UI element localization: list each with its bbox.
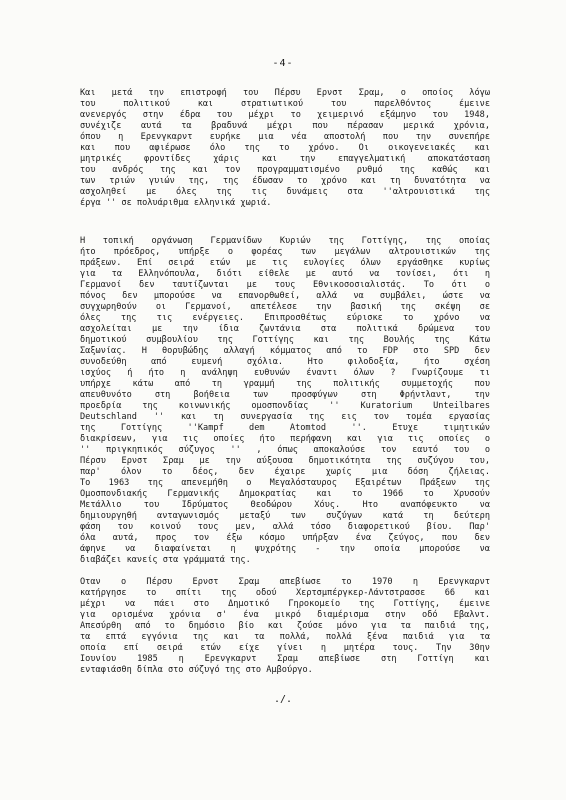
text-line: πόνος δεν μπορούσε να επανορθωθεί, αλλά να συμβάλει, ώστε να [80,291,490,301]
text-line: ασχολείται με την ίδια ζωντάνια στα πολιτικά δρώμενα του [80,324,490,334]
text-line: για ορισμένα χρόνια σ' ένα μικρό διαμέρισμα στην οδό Εβαλντ. [80,610,490,620]
text-line: δημιουργηθή ανταγωνισμός μεταξύ των συζύγων κατά τη δεύτερη [80,511,490,521]
text-line: μητρικές φροντίδες χάρις και την επαγγελματική αποκατάσταση [80,154,490,164]
text-line: ασχοληθεί με όλες της τις δυνάμεις στα ''αλτρουιστικά της [80,187,490,197]
text-line: όλα αυτά, προς τον έξω κόσμο υπήρξαν ένα ζεύγος, που δεν [80,533,490,543]
text-line: Σαξωνίας. Η θορυβώδης αλλαγή κόμματος από το FDP στο SPD δεν [80,346,490,356]
text-line: του ανδρός της και τον προγραμματισμένο ρυθμό της καθώς και [80,165,490,175]
text-line: διαβάζει κανείς στα γράμματά της. [80,555,251,565]
text-line: συγχωρηθούν οι Γερμανοί, απετέλεσε την βασική της σκέψη σε [80,302,490,312]
text-line: ισχύος ή ήτο η ανάληψη ευθυνών έναντι όλων ? Γνωρίζουμε τι [80,368,490,378]
text-line: για τα Ελληνόπουλα, διότι είθελε με αυτό να τονίσει, ότι η [80,269,490,279]
text-line: και που αφιέρωσε όλο της το χρόνο. Οι οικογενειακές και [80,143,490,153]
text-line: υπήρχε κάτω από τη γραμμή της πολιτικής συμμετοχής που [80,379,490,389]
text-line: Γερμανοί δεν ταυτίζωνται με τους Εθνικοσοσιαλιστάς. Το ότι ο [80,280,490,290]
text-line: '' πριγκηπικός σύζυγος '' , όπως αποκαλούσε τον εαυτό του ο [80,445,490,455]
text-line: Ιουνίου 1985 η Ερενγκαρντ Σραμ απεβίωσε στη Γοττίγη και [80,654,490,664]
text-line: συνοδεύθη από ευμενή σχόλια. Ητο φιλοδοξία, ήτο σχέση [80,357,490,367]
text-line: του πολιτικού και στρατιωτικού του παρελθόντος έμεινε [80,99,490,109]
continuation-mark: ./. [273,694,293,705]
text-line: Deutschland '' και τη συνεργασία της εις τον τομέα εργασίας [80,412,490,422]
text-line: όλες της τις ενέργειες. Επιπροσθέτως εύρισκε το χρόνο να [80,313,490,323]
text-line: οποία επί σειρά ετών είχε γίνει η μητέρα τους. Την 30ην [80,643,490,653]
text-line: πράξεων. Επί σειρά ετών με τις ευλογίες όλων εργάσθηκε κυρίως [80,258,490,268]
text-line: φάση του κοινού τους μεν, αλλά τόσο διαφορετικού βίου. Παρ' [80,522,490,532]
text-line: έργα '' σε πολυάριθμα ελληνικά χωριά. [80,198,272,208]
text-line: Πέρσυ Ερνστ Σραμ με την αύξουσα δημοτικότητα της συζύγου του, [80,456,490,466]
text-line: Και μετά την επιστροφή του Πέρσυ Ερνστ Σραμ, ο οποίος λόγω [80,88,490,98]
text-line: δημοτικού συμβουλίου της Γοττίγης και της Βουλής της Κάτω [80,335,490,345]
text-line: απευθυνότο στη βοήθεια των προσφύγων στη Φρήντλαντ, την [80,390,490,400]
text-line: προεδρία της κοινωνικής ομοσπονδίας '' Kuratorium Unteilbares [80,401,490,411]
text-line: Η τοπική οργάνωση Γερμανίδων Κυριών της Γοττίγης, της οποίας [80,236,490,246]
text-line: κατήργησε το σπίτι της οδού Χερτσμπέργκερ-Λάντστρασσε 66 και [80,588,490,598]
text-line: ανενεργός στην έδρα του μέχρι το χειμερινό εξάμηνο του 1948, [80,110,490,120]
text-line: της Γοττίγης ''Kampf dem Atomtod ''. Ετυχε τιμητικών [80,423,490,433]
text-line: Το 1963 της απενεμήθη ο Μεγαλόσταυρος Εξαιρέτων Πράξεων της [80,478,490,488]
page-number: -4- [272,58,294,69]
text-line: Ομοσπονδιακής Γερμανικής Δημοκρατίας και το 1966 το Χρυσούν [80,489,490,499]
text-line: Μετάλλιο του Ιδρύματος Θεοδώρου Χόυς. Ητο αναπόφευκτο να [80,500,490,510]
text-line: άφηνε να διαφαίνεται η ψυχρότης - την οποία μπορούσε να [80,544,490,554]
text-line: παρ' όλον το δέος, δεν έχαιρε χωρίς μια δόση ζήλειας. [80,467,490,477]
text-line: Απεσύρθη από το δημόσιο βίο και ζούσε μόνο για τα παιδιά της, [80,621,490,631]
text-line: μέχρι να πάει στο Δημοτικό Γηροκομείο της Γοττίγης, έμεινε [80,599,490,609]
text-line: συνέχιζε αυτά τα βραδυνά μέχρι που πέρασαν μερικά χρόνια, [80,121,490,131]
text-line: όπου η Ερενγκαρντ ευρήκε μια νέα αποστολή που την συνεπήρε [80,132,490,142]
text-line: διακρίσεων, για τις οποίες ήτο περήφανη και για τις οποίες ο [80,434,490,444]
text-line: ήτο πρόεδρος, υπήρξε ο φορέας των μεγάλων αλτρουιστικών της [80,247,490,257]
text-line: των τριών γυιών της, της έδωσαν το χρόνο και τη δυνατότητα να [80,176,490,186]
text-line: ενταφιάσθη δίπλα στο σύζυγό της στο Αμβούργο. [80,665,313,675]
text-line: τα επτά εγγόνια της και τα πολλά, πολλά ξένα παιδιά για τα [80,632,490,642]
text-line: Οταν ο Πέρσυ Ερνστ Σραμ απεβίωσε το 1970 η Ερενγκαρντ [80,577,490,587]
